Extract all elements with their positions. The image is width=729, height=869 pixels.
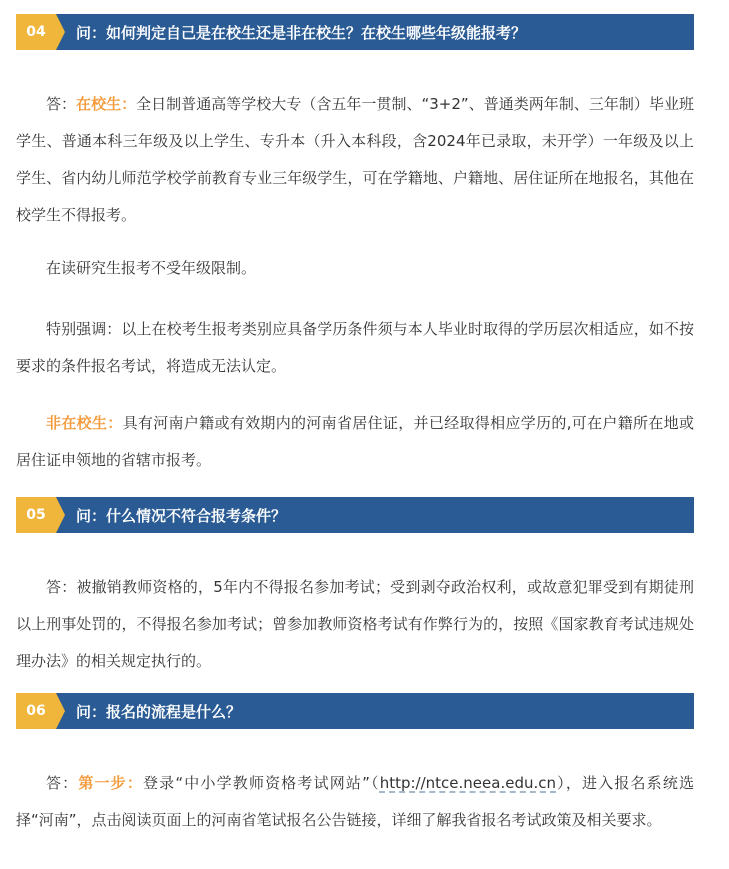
question-bar-06 bbox=[16, 693, 694, 729]
question-title: 问：如何判定自己是在校生还是非在校生？在校生哪些年级能报考？ bbox=[56, 14, 694, 50]
highlight-label: 非在校生： bbox=[46, 414, 123, 432]
question-number: 04 bbox=[16, 14, 56, 50]
paragraph-text: ），进入报名系统选择“河南”，点击阅读页面上的河南省笔试报名公告链接，详细了解我省报名考试政策及相关要求。 bbox=[16, 774, 694, 829]
highlight-label: 在校生： bbox=[76, 95, 137, 113]
paragraph-text: 答：被撤销教师资格的，5年内不得报名参加考试；受到剥夺政治权利，或故意犯罪受到有期徒刑以上刑事处罚的，不得报名参加考试；曾参加教师资格考试有作弊行为的，按照《国家教育考试违规处理办法》的相关规定执行的。 bbox=[16, 578, 694, 670]
answer-prefix: 答： bbox=[46, 774, 79, 792]
question-title: 问：什么情况不符合报考条件？ bbox=[56, 497, 694, 533]
highlight-label: 第一步： bbox=[78, 774, 144, 792]
question-number: 05 bbox=[16, 497, 56, 533]
answer-paragraph bbox=[16, 765, 694, 839]
answer-prefix: 答： bbox=[46, 95, 77, 113]
paragraph bbox=[16, 311, 694, 385]
question-title: 问：报名的流程是什么？ bbox=[56, 693, 694, 729]
paragraph-text: 特别强调：以上在校考生报考类别应具备学历条件须与本人毕业时取得的学历层次相适应，如不按要求的条件报名考试，将造成无法认定。 bbox=[16, 320, 694, 375]
question-bar-05 bbox=[16, 497, 694, 533]
paragraph-text: 在读研究生报考不受年级限制。 bbox=[46, 259, 257, 277]
paragraph bbox=[16, 250, 694, 287]
answer-paragraph bbox=[16, 569, 694, 680]
paragraph bbox=[16, 405, 694, 479]
paragraph-text: 登录“中小学教师资格考试网站”（ bbox=[143, 774, 380, 792]
question-bar-04 bbox=[16, 14, 694, 50]
paragraph-text: 具有河南户籍或有效期内的河南省居住证，并已经取得相应学历的,可在户籍所在地或居住证申领地的省辖市报考。 bbox=[16, 414, 694, 469]
question-number: 06 bbox=[16, 693, 56, 729]
paragraph-text: 全日制普通高等学校大专（含五年一贯制、“3+2”、普通类两年制、三年制）毕业班学生、普通本科三年级及以上学生、专升本（升入本科段，含2024年已录取，未开学）一年级及以上学生、省内幼儿师范学校学前教育专业三年级学生，可在学籍地、户籍地、居住证所在地报名，其他在校学生不得报考。 bbox=[16, 95, 694, 224]
answer-paragraph bbox=[16, 86, 694, 234]
ntce-website-link[interactable]: http://ntce.neea.edu.cn bbox=[379, 774, 556, 792]
